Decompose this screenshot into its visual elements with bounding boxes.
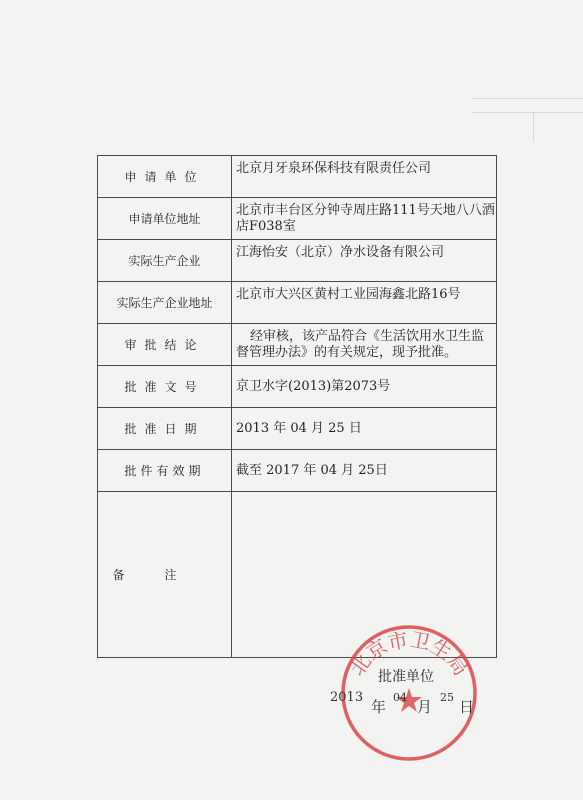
value-validity: 截至 2017 年 04 月 25日 [232, 450, 497, 492]
label-manufacturer: 实际生产企业 [98, 240, 232, 282]
form-row-validity [98, 450, 497, 492]
sign-year-unit: 年 [371, 698, 387, 716]
approver-label: 批准单位 [378, 669, 434, 685]
label-conclusion: 审批结论 [98, 324, 232, 366]
label-validity: 批件有效期 [98, 450, 232, 492]
sign-day: 25 [440, 691, 454, 704]
sign-month: 04 [393, 691, 407, 704]
label-approval-date: 批准日期 [98, 408, 232, 450]
value-approval-date: 2013 年 04 月 25 日 [232, 408, 497, 450]
value-manufacturer-address: 北京市大兴区黄村工业园海鑫北路16号 [232, 282, 497, 324]
label-approval-number: 批准文号 [98, 366, 232, 408]
value-applicant: 北京月牙泉环保科技有限责任公司 [232, 156, 497, 198]
form-row-manufacturer-address [98, 282, 497, 324]
label-applicant-address: 申请单位地址 [98, 198, 232, 240]
sign-day-unit: 日 [459, 698, 475, 716]
form-row-applicant-address [98, 198, 497, 240]
seal-text: 北京市卫生局 [344, 627, 474, 680]
form-row-conclusion [98, 324, 497, 366]
value-manufacturer: 江海怡安（北京）净水设备有限公司 [232, 240, 497, 282]
value-conclusion: 经审核，该产品符合《生活饮用水卫生监督管理办法》的有关规定，现予批准。 [232, 324, 497, 366]
form-row-approval-number [98, 366, 497, 408]
approval-form-table [97, 155, 497, 658]
label-applicant: 申请单位 [98, 156, 232, 198]
form-row-approval-date [98, 408, 497, 450]
sign-month-unit: 月 [417, 698, 433, 716]
value-approval-number: 京卫水字(2013)第2073号 [232, 366, 497, 408]
bleed-through-marks [463, 0, 583, 140]
sign-year: 2013 [330, 690, 364, 705]
label-remarks: 备注 [98, 492, 232, 658]
form-row-manufacturer [98, 240, 497, 282]
label-manufacturer-address: 实际生产企业地址 [98, 282, 232, 324]
form-row-applicant [98, 156, 497, 198]
value-applicant-address: 北京市丰台区分钟寺周庄路111号天地八八酒店F038室 [232, 198, 497, 240]
